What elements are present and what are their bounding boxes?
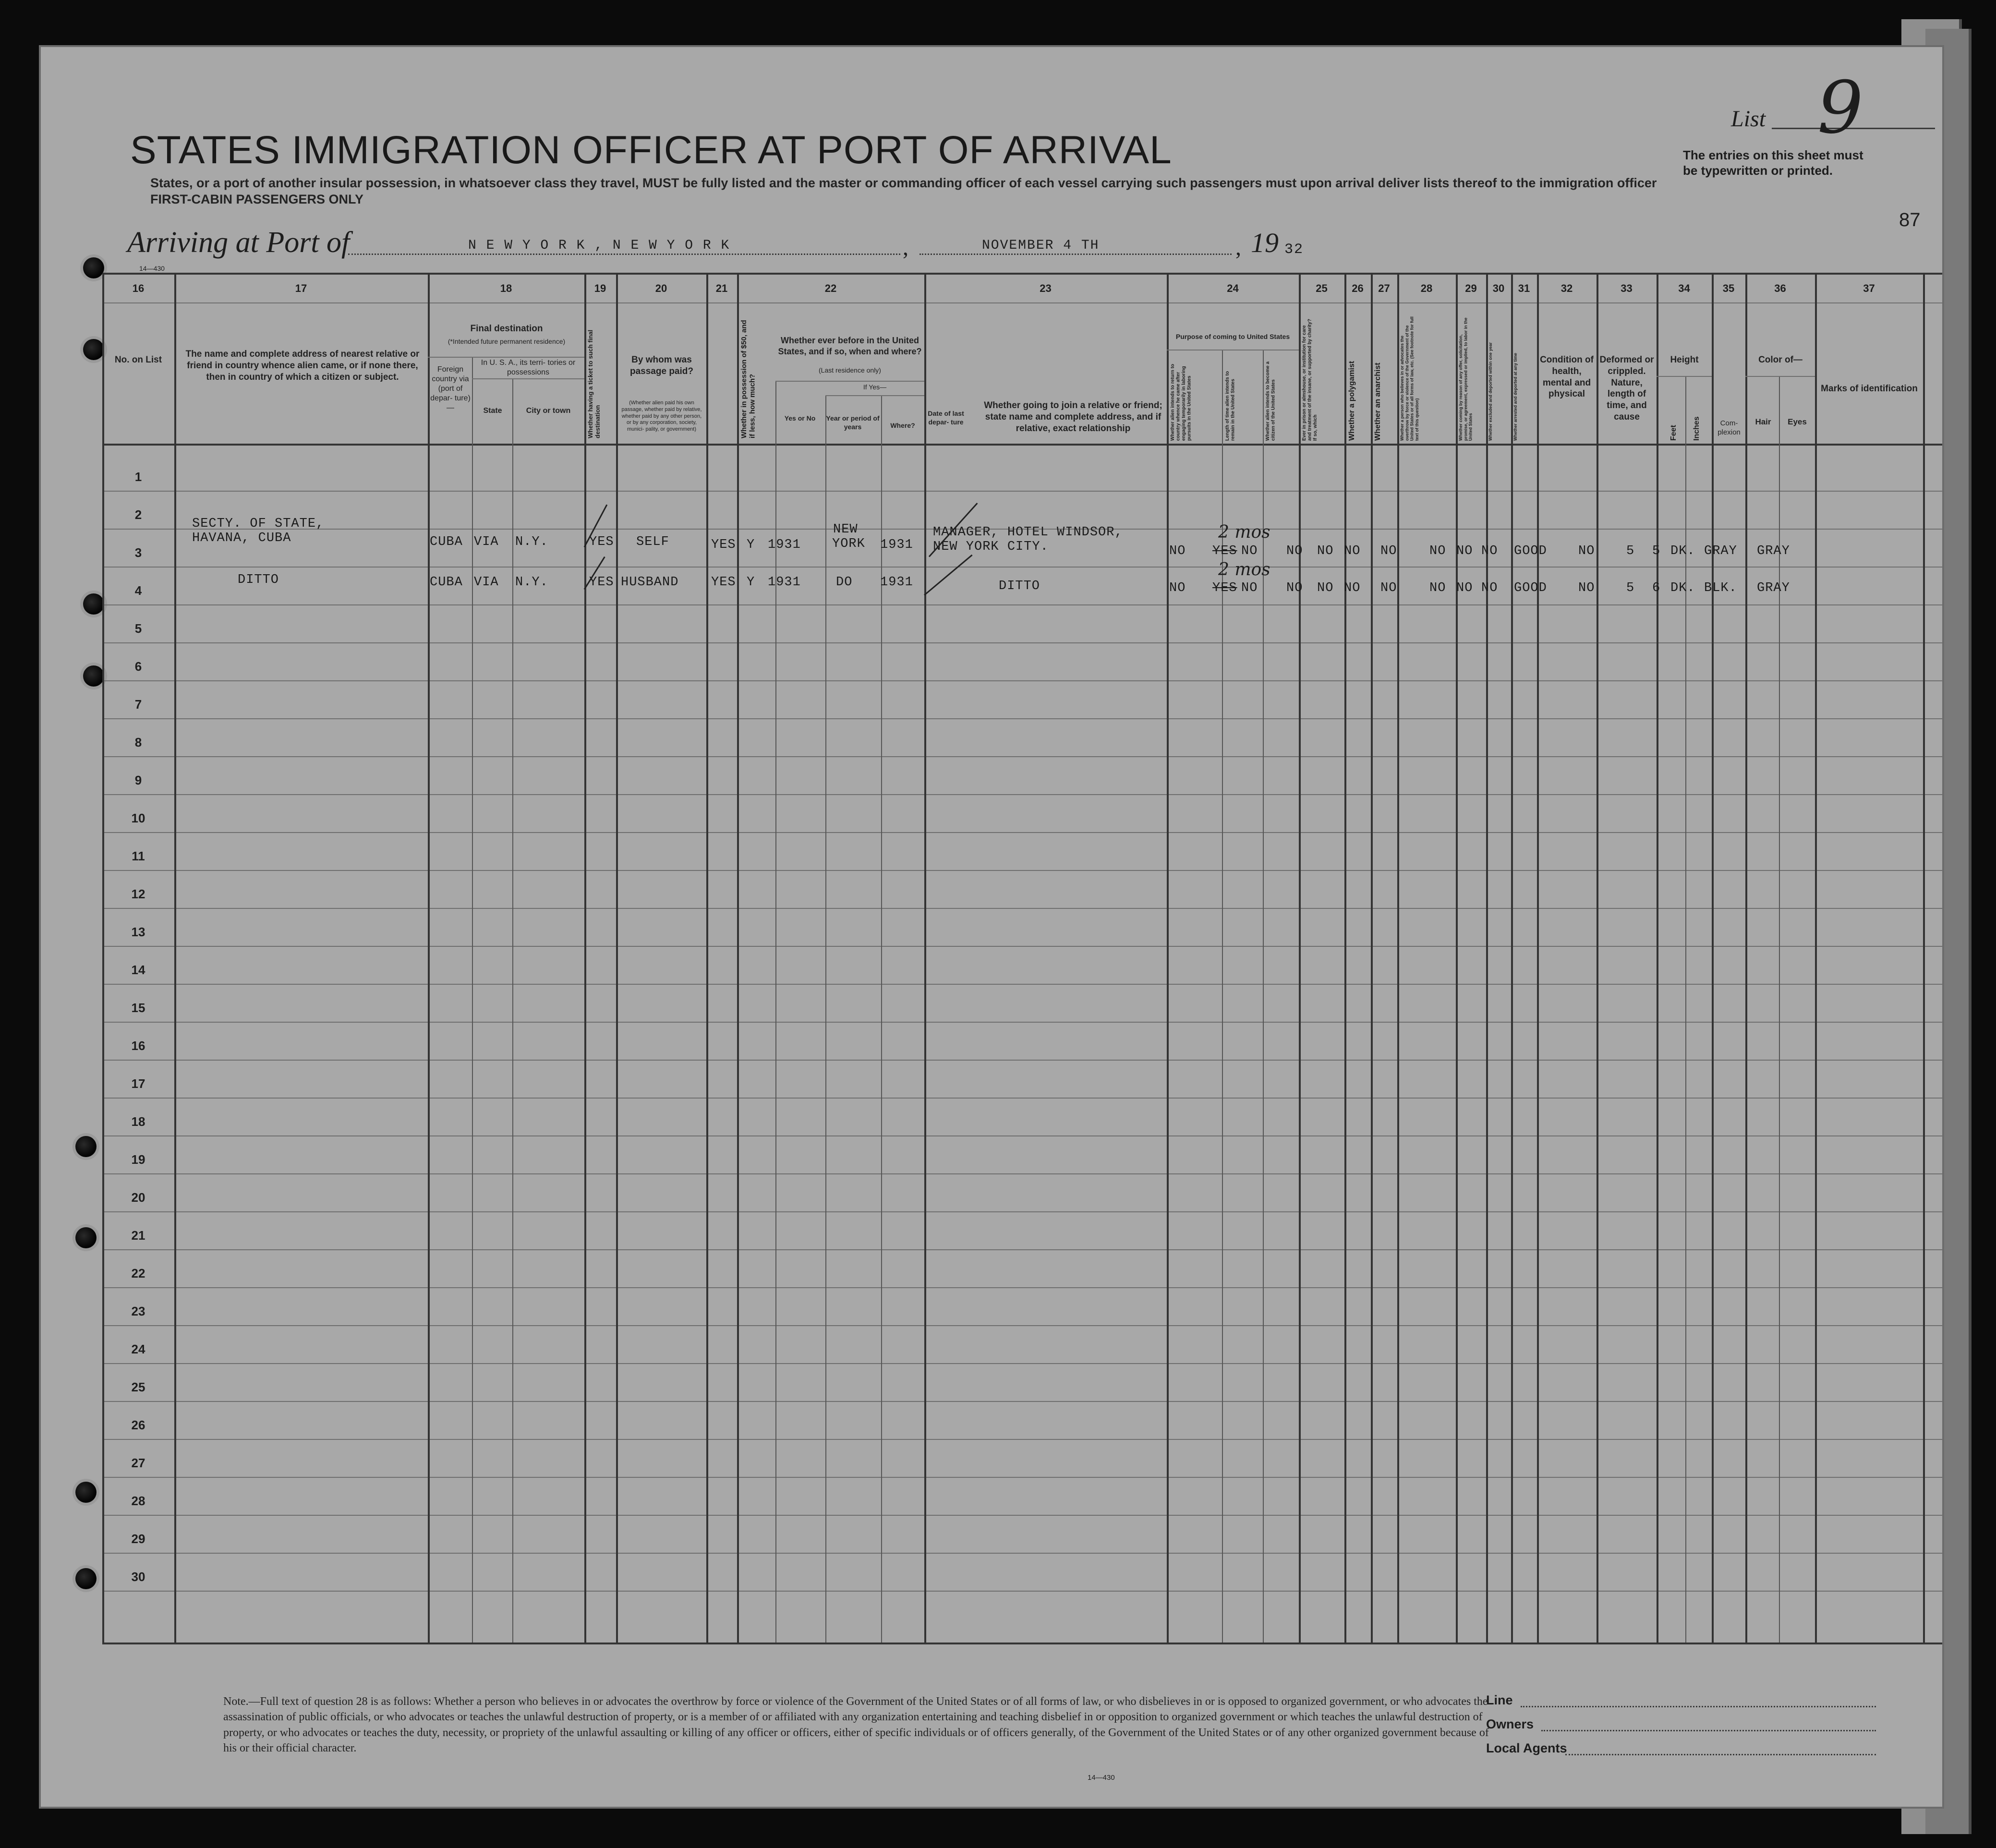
row-line xyxy=(102,604,1942,605)
row-number: 16 xyxy=(131,1039,145,1053)
row-line xyxy=(102,1553,1942,1554)
col-line xyxy=(1263,350,1264,1643)
hdr-state: State xyxy=(483,407,502,415)
row-line xyxy=(102,794,1942,795)
date-last: 1931 xyxy=(880,538,913,552)
column-number: 28 xyxy=(1420,282,1433,294)
line-label: Line xyxy=(1486,1693,1513,1707)
row-number: 17 xyxy=(131,1076,145,1091)
col-line xyxy=(512,378,513,1643)
row-number: 18 xyxy=(131,1114,145,1129)
row-line xyxy=(102,1249,1942,1250)
row-number: 10 xyxy=(131,811,145,825)
manifest-sheet xyxy=(41,47,1942,1807)
hdr-subline xyxy=(1657,376,1712,377)
column-number: 35 xyxy=(1722,282,1735,294)
column-number: 37 xyxy=(1863,282,1875,294)
row-number: 12 xyxy=(131,887,145,901)
row-number: 8 xyxy=(134,735,142,749)
hdr-subline xyxy=(825,395,924,396)
hdr-deformed: Deformed or crippled. Nature, length of time, and cause xyxy=(1599,355,1654,422)
typewritten-note-2: be typewritten or printed. xyxy=(1683,163,1833,178)
col-line xyxy=(737,273,739,1643)
col-line xyxy=(1597,273,1598,1643)
column-number: 21 xyxy=(715,282,728,294)
row-line xyxy=(102,1401,1942,1402)
hdr-citizen: Whether alien intends to become a citizen of the United States xyxy=(1265,361,1276,441)
hair: GRAY xyxy=(1704,544,1737,558)
question-31: NO xyxy=(1481,544,1498,558)
hdr-final-destination-sub: (*Intended future permanent residence) xyxy=(448,338,566,345)
hdr-polygamist: Whether a polygamist xyxy=(1348,361,1356,441)
where-line1: DO xyxy=(836,575,853,590)
hdr-where: Where? xyxy=(890,422,915,429)
row-number: 6 xyxy=(134,659,142,674)
question-29: NO xyxy=(1429,544,1446,558)
relative-line1: SECTY. OF STATE, xyxy=(192,517,325,531)
eyes: GRAY xyxy=(1757,581,1790,595)
row-line xyxy=(102,870,1942,871)
hdr-color-of: Color of— xyxy=(1758,355,1802,365)
hair: BLK. xyxy=(1704,581,1737,595)
column-number: 23 xyxy=(1040,282,1052,294)
foreign-country: CUBA xyxy=(430,575,463,590)
hdr-final-destination: Final destination xyxy=(470,324,543,334)
polygamist: NO xyxy=(1317,581,1334,595)
footnote-question-28: Note.—Full text of question 28 is as follows: Whether a person who believes in or advocates the overthrow by force or violence of the Government of the United States or of all forms of law, or who disbelieves in or is opposed to organized government, or who advocates the assassination of public officials, or who advocates or teaches the unlawful destruction of property, or is a member of or affiliated with any organization entertaining and teaching disbelief in or opposition to organized government or which teaches the unlawful destruction of property, or who advocates or teaches the duty, necessity, or propriety of the unlawful assaulting or killing of any officer or officers, either of specific individuals or of officers generally, of the Government of the United States or of any other organized government because of his or their official character. xyxy=(223,1695,1489,1755)
row-number: 22 xyxy=(131,1266,145,1280)
joining-line2: NEW YORK CITY. xyxy=(933,540,1049,554)
row-line xyxy=(102,1591,1942,1592)
hdr-no-on-list: No. on List xyxy=(114,355,162,365)
hdr-relative: The name and complete address of nearest relative or friend in country whence alien came, or if none there, then in country of which a citizen or subject. xyxy=(185,349,420,382)
hdr-fifty-dollars: Whether in possession of $50, and if less, how much? xyxy=(740,320,757,438)
owners-field xyxy=(1541,1730,1876,1731)
line-field xyxy=(1521,1706,1876,1707)
period: 1931 xyxy=(768,538,801,552)
row-line xyxy=(102,718,1942,719)
hdr-subline xyxy=(775,381,924,382)
row-number: 1 xyxy=(134,470,142,484)
column-number: 36 xyxy=(1774,282,1786,294)
hdr-feet: Feet xyxy=(1669,425,1678,441)
table-bottom-border xyxy=(102,1643,1942,1644)
hdr-joining-relative: Whether going to join a relative or friend; state name and complete address, and if relative, exact relationship xyxy=(984,400,1162,434)
hdr-complexion: Com- plexion xyxy=(1718,419,1741,436)
return: NO xyxy=(1169,581,1186,595)
col-line xyxy=(825,395,826,1643)
col-line xyxy=(1657,273,1658,1643)
hdr-prison: Ever in prison or almshouse, or institution for care and treatment of the insane, or supported by charity? If so, which xyxy=(1302,319,1318,441)
row-line xyxy=(102,1363,1942,1364)
col-line xyxy=(584,273,586,1643)
col-line xyxy=(1923,273,1925,1643)
row-line xyxy=(102,832,1942,833)
citizen: NO xyxy=(1241,581,1258,595)
row-number: 26 xyxy=(131,1418,145,1432)
hdr-anarchist: Whether an anarchist xyxy=(1374,362,1382,441)
ticket: YES xyxy=(589,575,614,590)
check-mark xyxy=(924,555,973,596)
ticket: YES xyxy=(589,535,614,549)
year-suffix: 32 xyxy=(1284,242,1304,258)
hdr-eyes: Eyes xyxy=(1788,417,1807,426)
row-number: 25 xyxy=(131,1380,145,1394)
col-line xyxy=(1344,273,1346,1643)
typewritten-note: The entries on this sheet must xyxy=(1683,148,1863,162)
col-line xyxy=(472,357,473,1643)
row-line xyxy=(102,1477,1942,1478)
row-number: 14 xyxy=(131,963,145,977)
complexion: DK. xyxy=(1670,581,1695,595)
length-handwritten: 2 mos xyxy=(1218,560,1270,580)
binder-hole xyxy=(83,593,104,615)
anarchist: NO xyxy=(1344,581,1361,595)
foreign-country: CUBA xyxy=(430,535,463,549)
col-line xyxy=(1222,350,1223,1643)
comma: , xyxy=(903,235,908,260)
fifty: YES xyxy=(711,538,736,552)
col-line xyxy=(1511,273,1513,1643)
form-title: STATES IMMIGRATION OFFICER AT PORT OF ARRIVAL xyxy=(130,128,1172,172)
height-feet: 5 xyxy=(1626,544,1635,558)
hdr-excluded: Whether excluded and deported within one year xyxy=(1488,342,1493,441)
row-line xyxy=(102,1515,1942,1516)
health: GOOD xyxy=(1514,581,1547,595)
form-code-top: 14—430 xyxy=(139,265,165,272)
hdr-health: Condition of health, mental and physical xyxy=(1540,355,1594,399)
hdr-marks: Marks of identification xyxy=(1821,384,1918,394)
length-handwritten: 2 mos xyxy=(1218,522,1270,542)
row-line xyxy=(102,1211,1942,1212)
owners-label: Owners xyxy=(1486,1717,1534,1731)
column-number: 26 xyxy=(1352,282,1364,294)
health: GOOD xyxy=(1514,544,1547,558)
relative-line1: DITTO xyxy=(238,573,279,587)
row-number: 20 xyxy=(131,1190,145,1205)
before: Y xyxy=(747,538,755,552)
row-line xyxy=(102,1287,1942,1288)
row-line xyxy=(102,567,1942,568)
hdr-last-residence: (Last residence only) xyxy=(819,366,881,374)
col-line xyxy=(1537,273,1539,1643)
row-number: 11 xyxy=(132,849,145,863)
row-line xyxy=(102,1439,1942,1440)
binder-hole xyxy=(75,1482,97,1503)
row-line xyxy=(102,756,1942,757)
where-line2: YORK xyxy=(832,537,865,551)
column-number-line xyxy=(102,302,1942,303)
row-line xyxy=(102,1098,1942,1099)
column-number: 24 xyxy=(1227,282,1239,294)
col-line xyxy=(1299,273,1301,1643)
column-number: 31 xyxy=(1518,282,1530,294)
col-line xyxy=(1371,273,1373,1643)
hdr-arrested: Whether arrested and deported at any time xyxy=(1513,352,1518,441)
hdr-height: Height xyxy=(1670,355,1699,365)
binder-hole xyxy=(83,257,104,278)
date-value: NOVEMBER 4 TH xyxy=(982,238,1100,253)
hdr-hair: Hair xyxy=(1755,417,1771,426)
row-number: 3 xyxy=(134,545,142,560)
col-line xyxy=(1779,376,1780,1643)
col-line xyxy=(706,273,708,1643)
list-number: 9 xyxy=(1817,66,1863,150)
anarchist: NO xyxy=(1344,544,1361,558)
hdr-foreign-country: Foreign country via (port of depar- ture)— xyxy=(430,365,471,412)
hdr-subline xyxy=(1745,376,1815,377)
city: N.Y. xyxy=(515,575,548,590)
prison: NO xyxy=(1286,581,1303,595)
column-number: 34 xyxy=(1678,282,1690,294)
column-number: 20 xyxy=(655,282,667,294)
binder-hole xyxy=(75,1568,97,1589)
column-number: 32 xyxy=(1561,282,1573,294)
row-number: 28 xyxy=(131,1494,145,1508)
form-class: FIRST-CABIN PASSENGERS ONLY xyxy=(150,192,364,206)
state: VIA xyxy=(474,575,499,590)
row-line xyxy=(102,1173,1942,1174)
row-line xyxy=(102,984,1942,985)
row-number: 4 xyxy=(134,583,142,598)
row-line xyxy=(102,1022,1942,1023)
column-number: 22 xyxy=(824,282,837,294)
row-number: 24 xyxy=(131,1342,145,1356)
list-label: List xyxy=(1731,106,1766,132)
arriving-label: Arriving at Port of xyxy=(127,226,350,259)
local-agents-label: Local Agents xyxy=(1486,1741,1567,1755)
column-number: 16 xyxy=(132,282,145,294)
row-number: 23 xyxy=(131,1304,145,1318)
row-line xyxy=(102,946,1942,947)
col-line xyxy=(924,273,926,1643)
hdr-inches: Inches xyxy=(1693,416,1701,441)
binder-hole xyxy=(75,1227,97,1248)
hdr-if-yes: If Yes— xyxy=(863,383,887,391)
question-28: NO xyxy=(1380,581,1397,595)
row-number: 30 xyxy=(131,1570,145,1584)
row-number: 27 xyxy=(131,1456,145,1470)
height-feet: 5 xyxy=(1626,581,1635,595)
binder-hole xyxy=(83,665,104,687)
col-line xyxy=(616,273,618,1643)
where-line1: NEW xyxy=(833,522,858,537)
polygamist: NO xyxy=(1317,544,1334,558)
date-line xyxy=(919,254,1232,255)
port-value: N E W Y O R K , N E W Y O R K xyxy=(468,238,730,253)
row-line xyxy=(102,491,1942,492)
row-number: 15 xyxy=(131,1001,145,1015)
column-number: 17 xyxy=(295,282,307,294)
hdr-passage-paid-sub: (Whether alien paid his own passage, whether paid by relative, whether paid by any other person, or by any corporation, society, munici- pality, or government) xyxy=(621,400,702,432)
year-prefix: 19 xyxy=(1251,227,1279,258)
column-number: 19 xyxy=(594,282,606,294)
paid-by: SELF xyxy=(636,535,669,549)
row-line xyxy=(102,1135,1942,1136)
column-number: 33 xyxy=(1621,282,1633,294)
col-line xyxy=(1815,273,1817,1643)
hdr-question-28: Whether a person who believes in or advocates the overthrow by force or violence of the Government of the United States or of all forms of law, etc. (See footnote for full text of this question) xyxy=(1400,316,1420,441)
column-number: 25 xyxy=(1316,282,1328,294)
hdr-in-usa: In U. S. A., its terri- tories or possessions xyxy=(481,359,576,376)
hdr-yes-no: Yes or No xyxy=(784,414,816,422)
hdr-purpose: Purpose of coming to United States xyxy=(1175,333,1290,340)
column-number: 18 xyxy=(500,282,512,294)
question-31: NO xyxy=(1481,581,1498,595)
joining-line1: MANAGER, HOTEL WINDSOR, xyxy=(933,525,1123,540)
hdr-ever-before: Whether ever before in the United States, and if so, when and where? xyxy=(778,336,922,356)
row-number: 7 xyxy=(134,697,142,712)
city: N.Y. xyxy=(515,535,548,549)
col-line xyxy=(1397,273,1399,1643)
col-line xyxy=(1712,273,1714,1643)
port-line xyxy=(348,254,900,255)
fifty: YES xyxy=(711,575,736,590)
complexion: DK. xyxy=(1670,544,1695,558)
length-struck: YES xyxy=(1212,544,1237,558)
col-line xyxy=(1456,273,1458,1643)
length-struck: YES xyxy=(1212,581,1237,595)
row-line xyxy=(102,680,1942,681)
comma: , xyxy=(1235,235,1241,260)
form-code: 14—430 xyxy=(1088,1774,1115,1782)
hdr-subline xyxy=(428,357,584,358)
col-line xyxy=(1745,273,1747,1643)
deformed: NO xyxy=(1578,544,1595,558)
column-number: 30 xyxy=(1492,282,1505,294)
row-number: 21 xyxy=(131,1228,145,1243)
row-number: 19 xyxy=(131,1152,145,1167)
col-line xyxy=(1685,376,1686,1643)
row-number: 9 xyxy=(134,773,142,787)
return: NO xyxy=(1169,544,1186,558)
row-number: 5 xyxy=(134,621,142,636)
question-30: NO xyxy=(1456,581,1473,595)
question-30: NO xyxy=(1456,544,1473,558)
column-number: 29 xyxy=(1465,282,1477,294)
relative-line2: HAVANA, CUBA xyxy=(192,531,291,545)
prison: NO xyxy=(1286,544,1303,558)
row-line xyxy=(102,1325,1942,1326)
question-29: NO xyxy=(1429,581,1446,595)
citizen: NO xyxy=(1241,544,1258,558)
hdr-date-departure: Date of last depar- ture xyxy=(928,410,964,426)
hdr-city: City or town xyxy=(526,407,571,415)
deformed: NO xyxy=(1578,581,1595,595)
hdr-ticket: Whether having a ticket to such final destination xyxy=(587,329,601,438)
row-number: 2 xyxy=(134,507,142,522)
hdr-return: Whether alien intends to return to country whence he came after engaging temporarily in laboring pursuits in the United States xyxy=(1170,363,1192,441)
row-line xyxy=(102,908,1942,909)
before: Y xyxy=(747,575,755,590)
date-last: 1931 xyxy=(880,575,913,590)
col-line xyxy=(1167,273,1169,1643)
joining-line1: DITTO xyxy=(999,579,1040,593)
binder-hole xyxy=(83,339,104,360)
eyes: GRAY xyxy=(1757,544,1790,558)
paid-by: HUSBAND xyxy=(621,575,679,590)
col-line xyxy=(428,273,430,1643)
hdr-subline xyxy=(472,378,584,379)
question-28: NO xyxy=(1380,544,1397,558)
hdr-labor-offer: Whether coming by reason of any offer, solicitation, promise, or agreement, expressed or implied, to labor in the United States xyxy=(1458,317,1473,441)
row-number: 13 xyxy=(131,925,145,939)
state: VIA xyxy=(474,535,499,549)
hdr-length-of-stay: Length of time alien intends to remain in the United States xyxy=(1225,371,1236,441)
hdr-passage-paid: By whom was passage paid? xyxy=(630,355,693,376)
height-inches: 5 xyxy=(1652,544,1661,558)
period: 1931 xyxy=(768,575,801,590)
column-number: 27 xyxy=(1378,282,1390,294)
row-line xyxy=(102,642,1942,643)
form-subtitle: States, or a port of another insular possession, in whatsoever class they travel, MUST be fully listed and the master or commanding officer of each vessel carrying such passengers must upon arrival deliver lists thereof to the immigration officer xyxy=(150,176,1657,190)
col-line xyxy=(174,273,176,1643)
page-number: 87 xyxy=(1899,209,1921,230)
header-bottom-border xyxy=(102,444,1942,446)
col-line xyxy=(1486,273,1488,1643)
row-number: 29 xyxy=(131,1532,145,1546)
height-inches: 6 xyxy=(1652,581,1661,595)
binder-hole xyxy=(75,1136,97,1157)
table-top-border xyxy=(102,273,1942,275)
row-line xyxy=(102,1060,1942,1061)
hdr-period: Year or period of years xyxy=(826,414,880,431)
col-line xyxy=(775,381,776,1643)
local-agents-field xyxy=(1565,1754,1876,1755)
